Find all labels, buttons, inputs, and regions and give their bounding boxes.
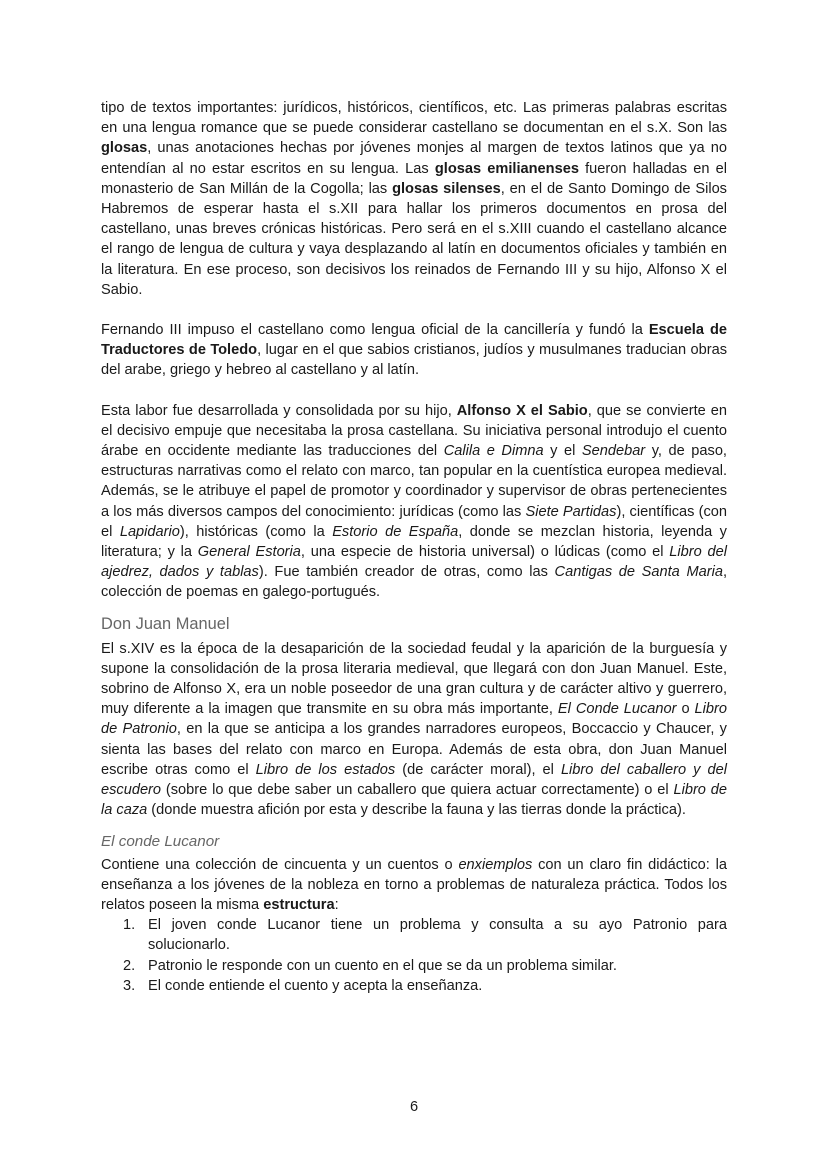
bold-term: estructura <box>263 896 335 913</box>
text-run: (sobre lo que debe saber un caballero que quiera actuar correctamente) o el <box>161 782 674 799</box>
text-run: , donde se mezclan historia, leyenda y literatura; y la <box>101 523 727 561</box>
text-run: ), históricas (como la <box>179 523 333 540</box>
list-item-text: El conde entiende el cuento y acepta la enseñanza. <box>148 977 483 994</box>
italic-title: El Conde Lucanor <box>557 701 677 718</box>
text-run: y el <box>543 443 582 460</box>
paragraph-fernando-iii <box>101 320 727 381</box>
text-run: , lugar en el que sabios cristianos, judíos y musulmanes traducian obras del arabe, griego y hebreo al castellano y al latín. <box>101 342 728 379</box>
italic-title: Lapidario <box>119 523 180 540</box>
list-item <box>101 976 727 996</box>
italic-title: Calila e Dimna <box>443 443 544 460</box>
bold-term: Alfonso X el Sabio <box>456 402 588 419</box>
paragraph-alfonso-x <box>101 401 727 603</box>
structure-list <box>101 915 727 996</box>
text-run: tipo de textos importantes: jurídicos, históricos, científicos, etc. Las primeras palabras escritas en una lengua romance que se puede considerar castellano se documentan en el s.X. Son las <box>101 100 727 137</box>
text-run: , unas anotaciones hechas por jóvenes monjes al margen de textos latinos que ya no entendían al no estar escritos en su lengua. Las <box>101 140 727 177</box>
text-run: o <box>676 701 695 718</box>
section-heading-don-juan-manuel: Don Juan Manuel <box>101 614 230 633</box>
text-run: con un claro fin didáctico: la enseñanza a los jóvenes de la nobleza en torno a problemas de naturaleza práctica. Todos los relatos poseen la misma <box>101 856 727 913</box>
text-run: El s.XIV es la época de la desaparición de la sociedad feudal y la aparición de la burguesía y supone la consolidación de la prosa literaria medieval, que llegará con don Juan Manuel. Este, sobrino de Alfonso X, era un noble poseedor de una gran cultura y de carácter altivo y guerrero, muy diferente a la imagen que transmite en su obra más importante, <box>101 640 727 718</box>
list-item <box>101 956 727 976</box>
text-run: ), científicas (con el <box>101 503 727 540</box>
italic-title: Estorio de España <box>332 523 459 540</box>
text-run: , que se convierte en el decisivo empuje que necesitaba la prosa castellana. Su iniciativa personal introdujo el cuento árabe en occidente mediante las traducciones del <box>101 402 727 460</box>
paragraph-don-juan-manuel <box>101 639 727 821</box>
bold-term: glosas silenses <box>392 180 501 197</box>
italic-title: Libro del ajedrez, dados y tablas <box>101 544 727 581</box>
text-run: (donde muestra afición por esta y describe la fauna y las tierras donde la práctica). <box>147 802 686 819</box>
list-item <box>101 915 727 955</box>
list-item-number: 3. <box>123 977 136 994</box>
bold-term: Escuela de Traductores de Toledo <box>101 322 727 359</box>
paragraph-el-conde-lucanor <box>101 855 727 916</box>
text-run: , en la que se anticipa a los grandes narradores europeos, Boccaccio y Chaucer, y sienta las bases del relato con marco en Europa. Además de esta obra, don Juan Manuel escribe otras como el <box>101 721 727 778</box>
text-run: fueron halladas en el monasterio de San Millán de la Cogolla; las <box>101 160 727 197</box>
text-run: y, de paso, estructuras narrativas como el relato con marco, tan popular en la cuentística europea medieval. Además, se le atribuye el papel de promotor y coordinador y supervisor de obras pertenecientes a los más diversos campos del conocimiento: jurídicas (como las <box>101 443 727 520</box>
italic-title: Siete Partidas <box>525 503 617 520</box>
italic-title: Libro de Patronio <box>101 701 727 738</box>
text-run: , una especie de historia universal) o lúdicas (como el <box>300 544 670 561</box>
bold-term: glosas emilianenses <box>434 160 579 177</box>
paragraph-orthography-origins <box>101 98 727 300</box>
subsection-heading-el-conde-lucanor: El conde Lucanor <box>101 832 220 850</box>
text-run: Esta labor fue desarrollada y consolidada por su hijo, <box>101 402 457 419</box>
text-run: , en el de Santo Domingo de Silos Habremos de esperar hasta el s.XII para hallar los primeros documentos en prosa del castellano, unas breves crónicas históricas. Pero será en el s.XIII cuando el castellano alcance el rango de lengua de cultura y vaya desplazando al latín en documentos oficiales y también en la literatura. En ese proceso, son decisivos los reinados de Fernando III y su hijo, Alfonso X el Sabio. <box>101 180 727 298</box>
bold-term: glosas <box>101 140 148 157</box>
list-item-text: Patronio le responde con un cuento en el que se da un problema similar. <box>148 957 617 974</box>
list-item-text: El joven conde Lucanor tiene un problema y consulta a su ayo Patronio para solucionarlo. <box>148 917 727 954</box>
page-number: 6 <box>409 1099 419 1115</box>
text-run: , colección de poemas en galego-portugués. <box>101 564 727 601</box>
italic-title: enxiemplos <box>458 856 533 873</box>
document-page <box>101 98 727 996</box>
text-run: ). Fue también creador de otras, como las <box>258 564 555 581</box>
text-run: (de carácter moral), el <box>395 761 561 778</box>
italic-title: Libro del caballero y del escudero <box>101 761 727 799</box>
text-run: : <box>334 896 339 913</box>
italic-title: Sendebar <box>581 443 646 460</box>
italic-title: Cantigas de Santa Maria <box>554 564 723 581</box>
text-run: Fernando III impuso el castellano como lengua oficial de la cancillería y fundó la <box>101 322 649 339</box>
italic-title: General Estoria <box>197 544 301 561</box>
italic-title: Libro de la caza <box>101 782 727 819</box>
list-item-number: 2. <box>123 957 136 974</box>
list-item-number: 1. <box>123 917 136 934</box>
text-run: Contiene una colección de cincuenta y un cuentos o <box>101 856 459 873</box>
italic-title: Libro de los estados <box>255 761 396 778</box>
